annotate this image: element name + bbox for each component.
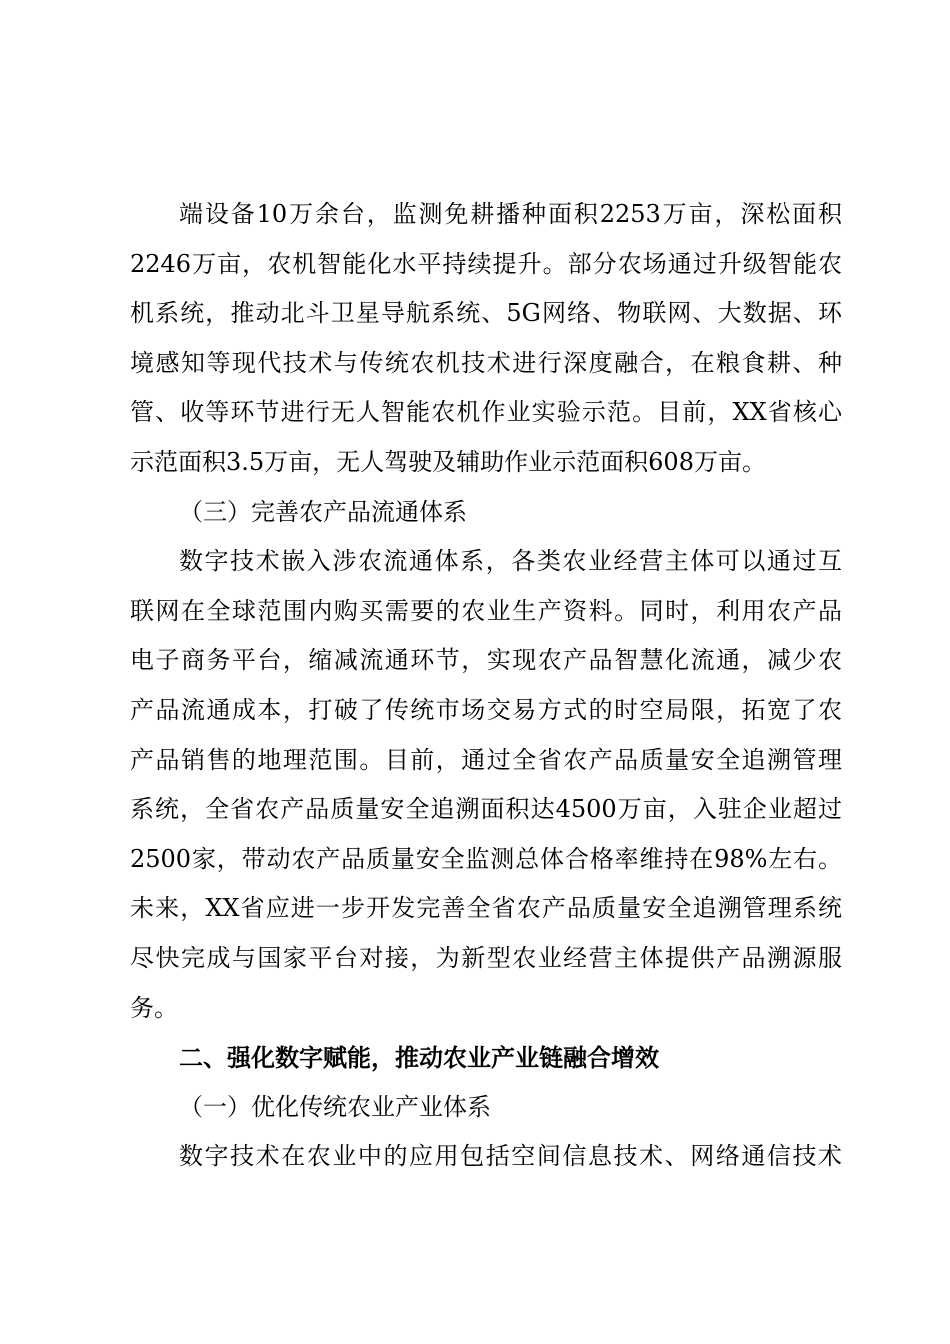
paragraph-line: 电子商务平台，缩减流通环节，实现农产品智慧化流通，减少农 xyxy=(130,646,842,675)
document-page xyxy=(130,190,842,1182)
paragraph-line: 产品销售的地理范围。目前，通过全省农产品质量安全追溯管理 xyxy=(130,745,842,774)
paragraph-line: 未来，XX省应进一步开发完善全省农产品质量安全追溯管理系统 xyxy=(130,894,842,923)
paragraph-line: 系统，全省农产品质量安全追溯面积达4500万亩，入驻企业超过 xyxy=(130,795,842,824)
paragraph-line: 境感知等现代技术与传统农机技术进行深度融合，在粮食耕、种 xyxy=(130,348,842,377)
paragraph-line: 2500家，带动农产品质量安全监测总体合格率维持在98%左右。 xyxy=(130,844,842,873)
paragraph-line: 数字技术嵌入涉农流通体系，各类农业经营主体可以通过互 xyxy=(179,547,842,576)
paragraph-line: 联网在全球范围内购买需要的农业生产资料。同时，利用农产品 xyxy=(130,596,842,625)
paragraph-line: 产品流通成本，打破了传统市场交易方式的时空局限，拓宽了农 xyxy=(130,695,842,724)
paragraph-line: 数字技术在农业中的应用包括空间信息技术、网络通信技术 xyxy=(179,1142,842,1171)
paragraph-line: 端设备10万余台，监测免耕播种面积2253万亩，深松面积 xyxy=(179,200,842,228)
paragraph-line: 示范面积3.5万亩，无人驾驶及辅助作业示范面积608万亩。 xyxy=(130,447,766,476)
section-heading: （一）优化传统农业产业体系 xyxy=(179,1092,491,1121)
paragraph-line: 机系统，推动北斗卫星导航系统、5G网络、物联网、大数据、环 xyxy=(130,299,842,328)
paragraph-line: 管、收等环节进行无人智能农机作业实验示范。目前，XX省核心 xyxy=(130,398,842,427)
chapter-heading: 二、强化数字赋能，推动农业产业链融合增效 xyxy=(179,1043,659,1073)
paragraph-line: 2246万亩，农机智能化水平持续提升。部分农场通过升级智能农 xyxy=(130,249,842,278)
section-heading: （三）完善农产品流通体系 xyxy=(179,497,467,526)
paragraph-line: 尽快完成与国家平台对接，为新型农业经营主体提供产品溯源服 xyxy=(130,943,842,972)
paragraph-line: 务。 xyxy=(130,993,178,1022)
